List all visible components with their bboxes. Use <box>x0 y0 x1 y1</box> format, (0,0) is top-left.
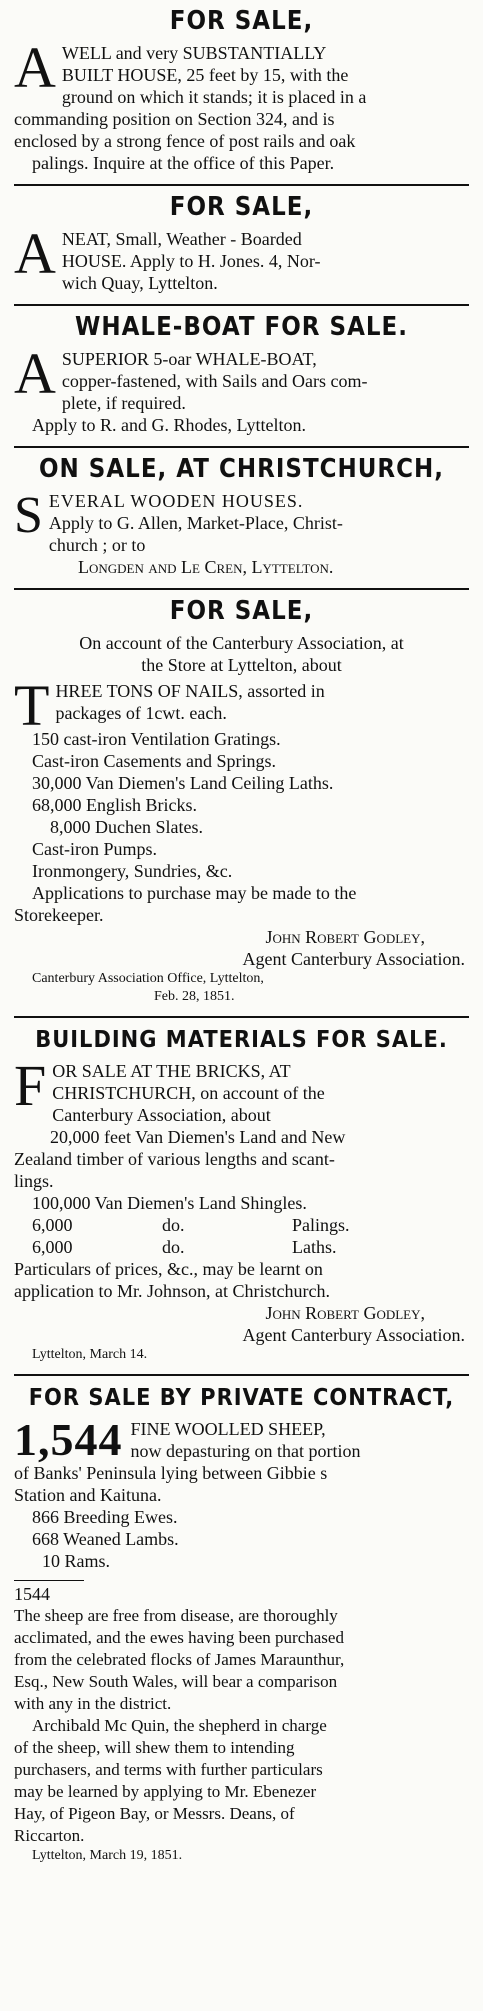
ad-line: now depasturing on that portion <box>130 1441 361 1461</box>
list-item: Cast-iron Pumps. <box>32 839 158 859</box>
ad-line: enclosed by a strong fence of post rails and oak <box>14 131 356 151</box>
list-item: 68,000 English Bricks. <box>32 795 197 815</box>
list-item: 150 cast-iron Ventilation Gratings. <box>32 729 281 749</box>
ad-line: wich Quay, Lyttelton. <box>61 273 218 293</box>
ad-heading: FOR SALE, <box>169 596 314 626</box>
ad-body <box>14 487 469 578</box>
ad-line: from the celebrated flocks of James Maraunthur, <box>14 1650 345 1669</box>
ad-line: HREE TONS OF NAILS, assorted in <box>55 681 325 701</box>
ad-heading: ON SALE, AT CHRISTCHURCH, <box>38 454 445 484</box>
ad-line: lings. <box>14 1171 54 1191</box>
ad-line: of the sheep, will shew them to intending <box>14 1738 295 1757</box>
ad-line: Station and Kaituna. <box>14 1485 162 1505</box>
ad-line: Longden and Le Cren, Lyttelton. <box>78 557 334 577</box>
ad-line: Esq., New South Wales, will bear a comparison <box>14 1672 338 1691</box>
table-row <box>14 1236 469 1258</box>
ad-intro: On account of the Canterbury Association, at <box>79 633 404 653</box>
ad-body <box>14 673 469 926</box>
ad-building-materials <box>14 1018 469 1374</box>
ad-line: Riccarton. <box>14 1826 85 1845</box>
drop-cap: A <box>14 35 56 100</box>
ad-line: Applications to purchase may be made to the <box>32 883 357 903</box>
ad-body <box>14 1414 469 1847</box>
ad-line: with any in the district. <box>14 1694 172 1713</box>
ad-line: palings. Inquire at the office of this Paper. <box>32 153 335 173</box>
ad-line: HOUSE. Apply to H. Jones. 4, Nor- <box>61 251 321 271</box>
ad-line: Apply to R. and G. Rhodes, Lyttelton. <box>32 415 306 435</box>
drop-cap: T <box>14 673 50 738</box>
item: Palings. <box>292 1215 350 1235</box>
total: 1544 <box>14 1584 50 1604</box>
ad-line: WELL and very SUBSTANTIALLY <box>61 43 327 63</box>
ad-line: of Banks' Peninsula lying between Gibbie s <box>14 1463 328 1483</box>
ad-heading: BUILDING MATERIALS FOR SALE. <box>35 1025 448 1053</box>
ad-line: church ; or to <box>48 535 146 555</box>
ad-sheep-private-contract <box>14 1376 469 1875</box>
ad-body <box>14 341 469 436</box>
total-rule <box>14 1580 84 1581</box>
item: Laths. <box>292 1237 337 1257</box>
ad-line: copper-fastened, with Sails and Oars com- <box>61 371 368 391</box>
ad-line: application to Mr. Johnson, at Christchurch. <box>14 1281 330 1301</box>
signature-name: John Robert Godley, <box>265 927 425 947</box>
quantity: 6,000 <box>32 1237 73 1257</box>
ad-line: 20,000 feet Van Diemen's Land and New <box>50 1127 346 1147</box>
ad-house-for-sale <box>14 6 469 184</box>
ad-intro: the Store at Lyttelton, about <box>141 655 342 675</box>
ad-line: Storekeeper. <box>14 905 104 925</box>
office-line: Canterbury Association Office, Lyttelton, <box>32 971 264 986</box>
ad-wooden-houses <box>14 448 469 588</box>
ad-line: Zealand timber of various lengths and scant- <box>14 1149 335 1169</box>
ad-line: OR SALE AT THE BRICKS, AT <box>52 1061 291 1081</box>
drop-cap: S <box>14 487 43 544</box>
table-row <box>14 1214 469 1236</box>
ad-line: ground on which it stands; it is placed in a <box>61 87 367 107</box>
ad-heading: FOR SALE BY PRIVATE CONTRACT, <box>28 1383 455 1411</box>
signature-name: John Robert Godley, <box>265 1303 425 1323</box>
signature-title: Agent Canterbury Association. <box>242 1325 465 1345</box>
ad-line: Apply to G. Allen, Market-Place, Christ- <box>48 513 343 533</box>
ad-line: Canterbury Association, about <box>52 1105 271 1125</box>
ad-heading: FOR SALE, <box>169 6 314 36</box>
ad-line: EVERAL WOODEN HOUSES. <box>48 491 304 511</box>
ad-line: The sheep are free from disease, are thoroughly <box>14 1606 338 1625</box>
ad-line: 100,000 Van Diemen's Land Shingles. <box>32 1193 307 1213</box>
drop-cap: F <box>14 1053 47 1118</box>
list-item: 8,000 Duchen Slates. <box>50 817 203 837</box>
list-item: 866 Breeding Ewes. <box>32 1507 178 1527</box>
list-item: Cast-iron Casements and Springs. <box>32 751 276 771</box>
date-line: Lyttelton, March 19, 1851. <box>32 1848 183 1863</box>
ad-line: commanding position on Section 324, and is <box>14 109 335 129</box>
ad-heading: FOR SALE, <box>169 192 314 222</box>
ad-weatherboard-house <box>14 186 469 304</box>
list-item: 668 Weaned Lambs. <box>32 1529 179 1549</box>
ad-body <box>14 221 469 294</box>
ad-heading: WHALE-BOAT FOR SALE. <box>75 312 408 342</box>
ad-line: may be learned by applying to Mr. Ebenezer <box>14 1782 317 1801</box>
ad-line: Archibald Mc Quin, the shepherd in charge <box>32 1716 327 1735</box>
ditto: do. <box>162 1215 185 1235</box>
sheep-count: 1,544 <box>14 1414 123 1465</box>
ad-line: Hay, of Pigeon Bay, or Messrs. Deans, of <box>14 1804 295 1823</box>
signature-title: Agent Canterbury Association. <box>242 949 465 969</box>
ad-line: plete, if required. <box>61 393 186 413</box>
ad-line: NEAT, Small, Weather - Boarded <box>61 229 302 249</box>
ad-line: CHRISTCHURCH, on account of the <box>52 1083 325 1103</box>
ad-line: purchasers, and terms with further particulars <box>14 1760 323 1779</box>
ad-line: BUILT HOUSE, 25 feet by 15, with the <box>61 65 349 85</box>
date-line: Lyttelton, March 14. <box>32 1347 148 1362</box>
ad-line: packages of 1cwt. each. <box>55 703 227 723</box>
drop-cap: A <box>14 341 56 406</box>
ad-body <box>14 1053 469 1302</box>
date-line: Feb. 28, 1851. <box>154 989 235 1004</box>
ditto: do. <box>162 1237 185 1257</box>
ad-canterbury-store <box>14 590 469 1016</box>
signature <box>14 926 469 970</box>
signature <box>14 1302 469 1346</box>
list-item: 10 Rams. <box>42 1551 111 1571</box>
ad-body <box>14 35 469 174</box>
ad-line: FINE WOOLLED SHEEP, <box>130 1419 326 1439</box>
list-item: Ironmongery, Sundries, &c. <box>32 861 233 881</box>
quantity: 6,000 <box>32 1215 73 1235</box>
ad-line: SUPERIOR 5-oar WHALE-BOAT, <box>61 349 317 369</box>
list-item: 30,000 Van Diemen's Land Ceiling Laths. <box>32 773 334 793</box>
ad-line: acclimated, and the ewes having been purchased <box>14 1628 344 1647</box>
ad-whale-boat <box>14 306 469 446</box>
ad-line: Particulars of prices, &c., may be learnt on <box>14 1259 323 1279</box>
drop-cap: A <box>14 221 56 286</box>
